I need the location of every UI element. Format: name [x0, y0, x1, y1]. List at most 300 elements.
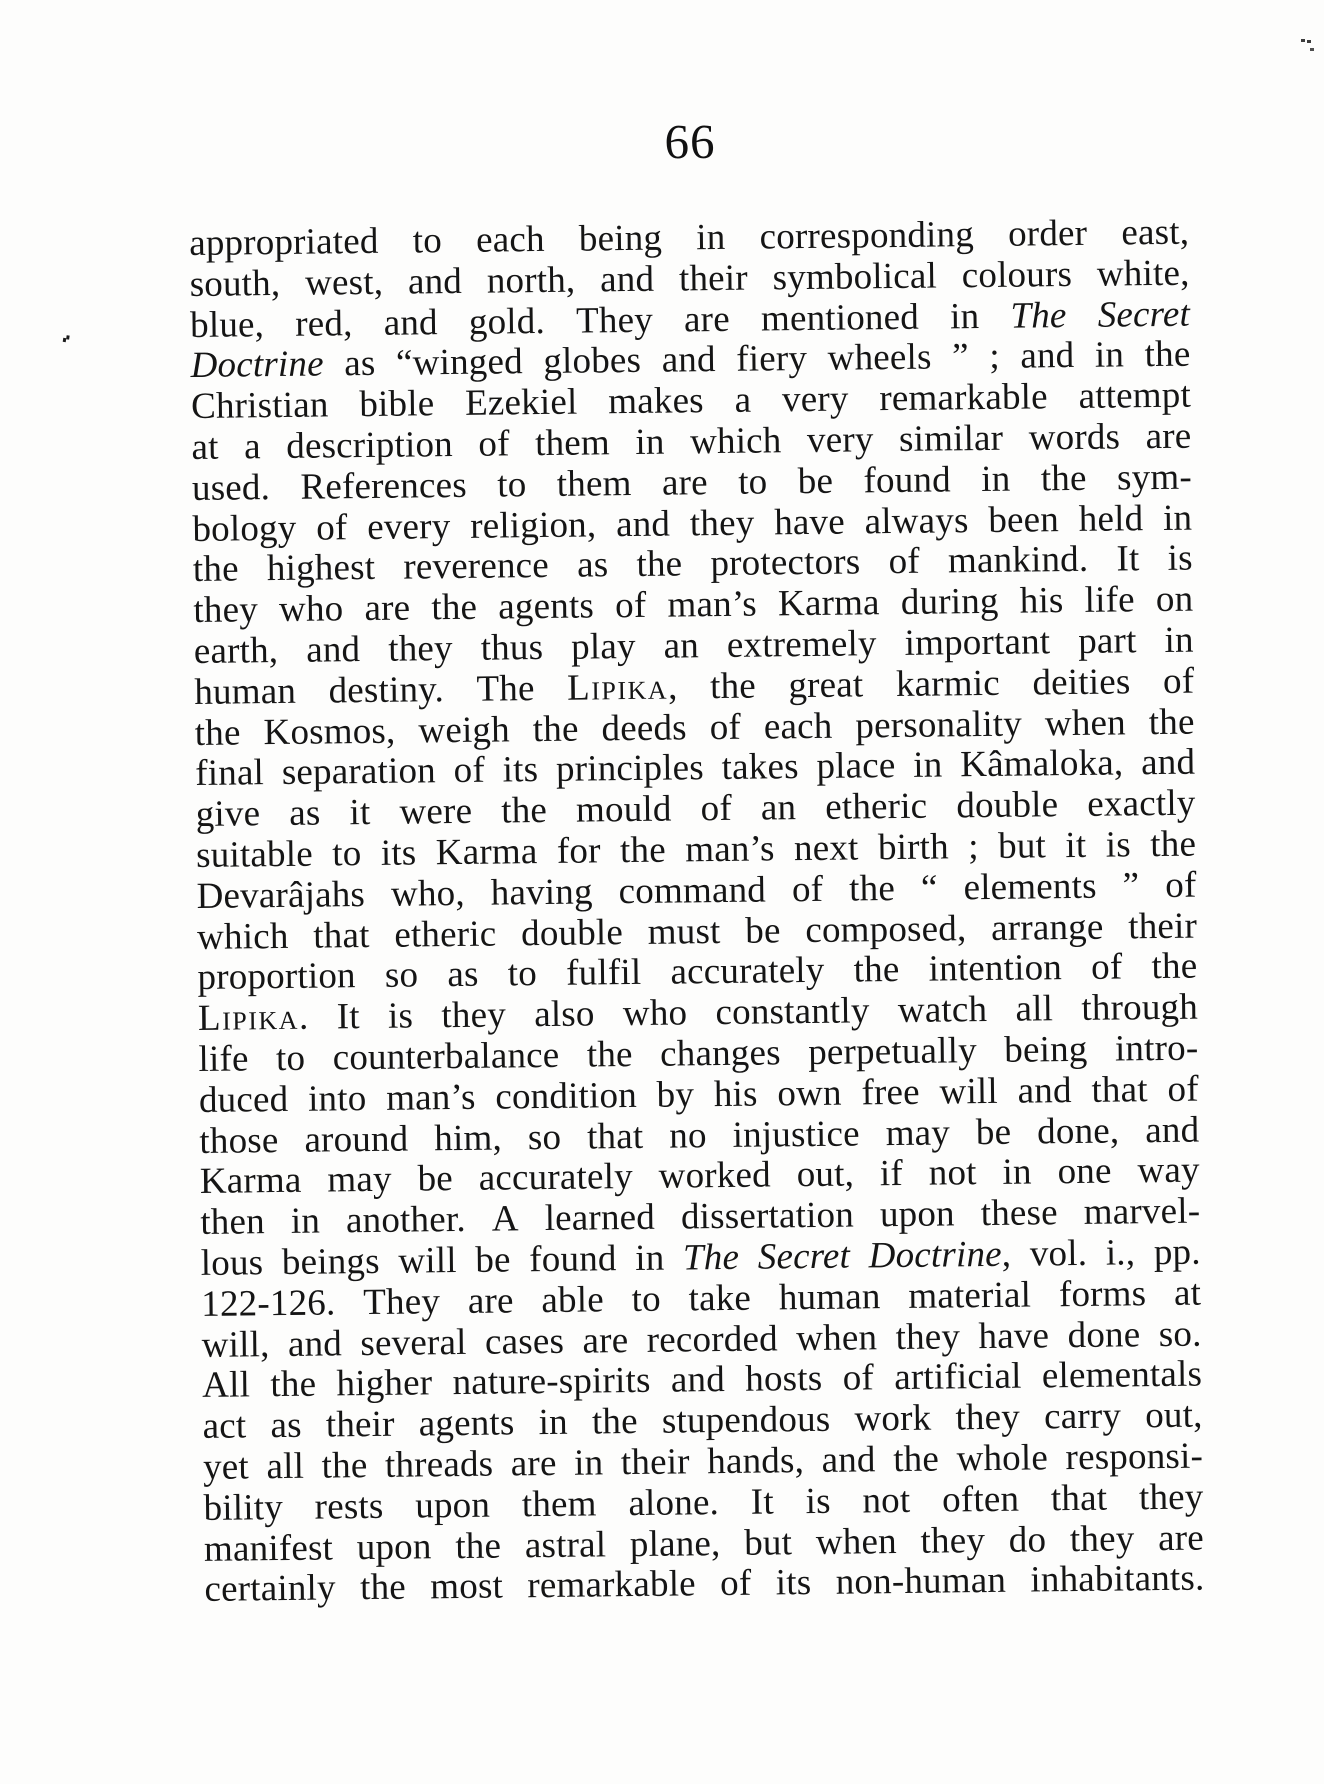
word: man’s — [385, 1076, 476, 1119]
word: yet — [202, 1446, 250, 1488]
word: and — [615, 503, 671, 545]
word: be — [797, 460, 834, 502]
word: out, — [1144, 1394, 1203, 1437]
word: of — [315, 506, 348, 549]
word: the — [500, 790, 548, 832]
word: its — [380, 832, 417, 874]
word: the — [636, 543, 683, 586]
page-number: 66 — [664, 113, 716, 170]
word: reverence — [403, 545, 550, 588]
word: karmic — [895, 662, 1001, 705]
word: not — [928, 1152, 977, 1194]
word: of — [791, 868, 824, 910]
word: alone. — [628, 1481, 720, 1524]
word: and — [1140, 741, 1196, 784]
word: “ — [920, 867, 938, 909]
word: They — [362, 1280, 441, 1323]
word: stupendous — [661, 1398, 831, 1442]
word: upon — [356, 1525, 432, 1568]
word: are — [1145, 415, 1192, 458]
word: nature-spirits — [452, 1360, 651, 1404]
word: his — [713, 1073, 758, 1115]
word: A — [491, 1198, 519, 1240]
word: the — [270, 1363, 317, 1406]
word: not — [862, 1479, 911, 1522]
word: deities — [1032, 661, 1131, 704]
word: of — [1090, 946, 1123, 989]
word: be — [975, 1111, 1012, 1153]
word: final — [195, 752, 265, 795]
word: marvel- — [1083, 1190, 1201, 1234]
word: a — [243, 426, 261, 468]
word: when — [815, 1520, 898, 1563]
word: play — [570, 625, 636, 668]
word: around — [304, 1118, 409, 1161]
word: all — [1015, 988, 1054, 1030]
word: the — [1148, 701, 1195, 743]
word: changes — [659, 1032, 781, 1075]
word: agents — [418, 1402, 515, 1445]
word: upon — [879, 1193, 955, 1236]
word: of — [453, 750, 486, 792]
word: important — [904, 621, 1051, 664]
word: perpetually — [807, 1030, 978, 1073]
word: be — [417, 1158, 454, 1200]
word: in — [290, 1200, 321, 1243]
word: attempt — [1078, 374, 1192, 418]
word: may — [327, 1159, 392, 1201]
word: those — [199, 1119, 279, 1162]
word: Lipika, — [566, 666, 678, 709]
word: upon — [415, 1484, 491, 1527]
word: are — [683, 298, 731, 340]
word: which — [196, 915, 289, 958]
word: “winged — [395, 341, 524, 385]
word: is — [1105, 824, 1132, 866]
word: man’s — [667, 583, 758, 626]
word: an — [760, 787, 797, 829]
word: each — [763, 705, 833, 748]
word: to — [496, 463, 527, 506]
word: own — [777, 1072, 842, 1115]
word: highest — [266, 547, 376, 590]
word: human — [778, 1275, 881, 1319]
word: of — [719, 1563, 752, 1605]
word: destiny. — [328, 668, 445, 712]
word: they — [1069, 1517, 1135, 1560]
word: on — [1155, 578, 1194, 621]
word: the — [194, 712, 241, 754]
word: they — [1138, 1476, 1204, 1519]
word: and — [1017, 1069, 1072, 1112]
word: be — [745, 909, 781, 952]
word: act — [202, 1405, 247, 1448]
word: of — [709, 706, 742, 748]
word: Karma — [777, 582, 880, 625]
word: done, — [1036, 1110, 1120, 1152]
word: being — [1004, 1028, 1088, 1071]
word: order — [1007, 212, 1088, 255]
word: in — [949, 295, 980, 337]
word: next — [793, 827, 859, 870]
word: the — [853, 949, 900, 991]
word: the — [848, 867, 896, 910]
word: Devarâjahs — [196, 873, 366, 917]
word: it — [349, 792, 371, 834]
word: of — [614, 585, 647, 627]
word: dissertation — [680, 1194, 855, 1238]
word: work — [854, 1397, 932, 1440]
word: elements — [963, 865, 1097, 909]
word: symbolical — [772, 255, 938, 299]
word: hands, — [707, 1440, 805, 1483]
word: The — [682, 1236, 740, 1279]
word: pp. — [1153, 1231, 1201, 1274]
word: the — [1151, 945, 1198, 988]
word: to — [507, 953, 538, 995]
word: in — [573, 1442, 604, 1484]
word: mentioned — [760, 296, 920, 340]
word: similar — [898, 417, 1004, 460]
word: appropriated — [188, 220, 379, 264]
word: and — [599, 258, 655, 301]
word: intro- — [1114, 1027, 1199, 1070]
word: it — [1065, 824, 1087, 867]
word: They — [575, 299, 654, 342]
word: in — [1094, 334, 1125, 377]
word: they — [441, 994, 507, 1037]
word: of — [888, 541, 921, 583]
word: duced — [198, 1078, 289, 1121]
word: hosts — [745, 1358, 823, 1401]
word: so. — [1158, 1313, 1202, 1355]
word: every — [366, 505, 451, 548]
word: will — [939, 1070, 999, 1113]
word: having — [490, 871, 593, 914]
word: lous — [200, 1242, 264, 1284]
word: command — [618, 869, 767, 912]
word: at — [191, 426, 219, 468]
word: References — [300, 464, 468, 508]
word: It — [750, 1481, 775, 1523]
word: and — [1020, 335, 1075, 377]
word: able — [541, 1279, 605, 1321]
word: for — [556, 830, 601, 872]
word: the — [892, 1438, 940, 1480]
word: etheric — [394, 913, 497, 956]
word: and — [407, 260, 463, 303]
word: astral — [524, 1523, 607, 1566]
word: Doctrine, — [868, 1233, 1012, 1277]
word: if — [879, 1153, 904, 1195]
word: Kâmaloka, — [960, 742, 1124, 786]
word: ” — [951, 336, 970, 378]
word: another. — [345, 1199, 467, 1242]
word: sym- — [1116, 456, 1193, 499]
word: bible — [359, 383, 435, 426]
word: of — [1162, 660, 1195, 702]
word: great — [788, 664, 864, 706]
word: watch — [897, 989, 988, 1032]
word: The — [1010, 294, 1067, 337]
word: Karma — [435, 831, 538, 874]
word: responsi- — [1065, 1435, 1204, 1479]
word: the — [586, 1033, 633, 1076]
word: Ezekiel — [464, 381, 578, 425]
word: man’s — [685, 828, 775, 871]
word: i., — [1105, 1232, 1136, 1274]
word: an — [663, 625, 700, 667]
word: when — [795, 1316, 878, 1359]
word: very — [806, 419, 874, 461]
word: are — [1157, 1517, 1205, 1559]
word: their — [620, 1441, 690, 1484]
word: very — [781, 378, 849, 421]
word: that — [586, 1115, 644, 1158]
word: principles — [555, 747, 705, 791]
word: Kosmos, — [263, 710, 396, 753]
word: will — [398, 1239, 457, 1282]
word: have — [773, 501, 846, 543]
word: in — [634, 1237, 665, 1279]
word: but — [997, 825, 1047, 867]
word: description — [286, 424, 454, 467]
word: north, — [486, 259, 576, 302]
word: to — [631, 1278, 662, 1320]
word: that — [1050, 1477, 1108, 1520]
word: bology — [192, 507, 297, 550]
word: held — [1078, 497, 1144, 540]
word: as — [576, 544, 609, 586]
word: worked — [658, 1154, 772, 1198]
word: they — [193, 589, 259, 632]
word: rests — [314, 1485, 384, 1528]
word: who — [622, 992, 688, 1035]
word: its — [775, 1562, 812, 1604]
word: in — [980, 458, 1011, 500]
word: will, — [201, 1323, 270, 1366]
word: but — [743, 1521, 793, 1564]
word: have — [978, 1314, 1050, 1357]
word: intention — [928, 947, 1063, 990]
word: are — [582, 1319, 629, 1362]
word: used. — [191, 466, 271, 509]
word: into — [307, 1077, 367, 1120]
word: accurately — [478, 1156, 634, 1200]
word: place — [816, 745, 896, 788]
word: and — [1145, 1109, 1200, 1151]
word: were — [399, 790, 473, 833]
word: when — [1044, 701, 1127, 744]
word: makes — [608, 380, 705, 423]
word: certainly — [204, 1567, 336, 1611]
word: of — [700, 788, 733, 830]
word: all — [266, 1445, 305, 1488]
word: bility — [203, 1486, 284, 1529]
word: Doctrine — [190, 343, 324, 387]
word: to — [275, 1037, 306, 1080]
word: white, — [1096, 252, 1190, 295]
word: It — [1116, 538, 1140, 580]
word: etheric — [825, 785, 928, 828]
word: always — [864, 499, 969, 542]
word: they — [955, 1396, 1021, 1439]
word: out, — [796, 1153, 855, 1196]
word: life — [198, 1038, 249, 1080]
word: earth, — [193, 629, 279, 672]
word: double — [956, 784, 1059, 827]
word: condition — [495, 1074, 638, 1118]
word: and — [661, 339, 716, 382]
word: of — [1165, 864, 1197, 906]
word: remarkable — [527, 1563, 697, 1607]
word: manifest — [203, 1526, 334, 1570]
word: takes — [721, 746, 799, 789]
word: fiery — [736, 338, 808, 381]
word: the — [321, 1444, 368, 1487]
word: proportion — [197, 955, 356, 999]
word: also — [533, 993, 595, 1036]
word: agents — [498, 585, 595, 628]
word: its — [502, 749, 539, 791]
word: these — [980, 1192, 1059, 1235]
word: 122-126. — [201, 1282, 336, 1325]
word: who — [278, 588, 344, 631]
word: artificial — [894, 1355, 1022, 1399]
word: All — [201, 1364, 251, 1407]
word: whole — [956, 1437, 1049, 1480]
word: to — [332, 833, 362, 875]
word: human — [194, 670, 297, 713]
word: beings — [281, 1240, 380, 1283]
word: vol. — [1029, 1232, 1088, 1275]
word: been — [988, 498, 1060, 541]
word: and — [383, 301, 438, 344]
word: extremely — [726, 623, 877, 666]
word: as — [344, 343, 376, 385]
word: red, — [295, 302, 353, 345]
word: take — [688, 1277, 752, 1320]
word: weigh — [418, 708, 511, 751]
word: they — [387, 628, 453, 670]
word: of — [842, 1357, 875, 1399]
word: be — [475, 1239, 511, 1281]
scan-speck-comma-icon — [63, 338, 67, 342]
word: the — [359, 1566, 407, 1609]
word: of — [478, 423, 510, 465]
word: carry — [1043, 1395, 1122, 1438]
word: their — [1127, 905, 1198, 947]
word: non-human — [835, 1560, 1007, 1604]
word: must — [647, 910, 721, 953]
word: and — [821, 1439, 876, 1481]
word: are — [661, 461, 709, 504]
word: to — [412, 220, 443, 262]
word: done — [1067, 1313, 1141, 1356]
word: the — [591, 1401, 638, 1443]
word: as — [447, 954, 479, 996]
word: Christian — [190, 384, 329, 428]
word: so — [527, 1116, 562, 1158]
word: in — [1164, 619, 1194, 661]
word: them — [534, 422, 611, 465]
word: east, — [1121, 211, 1190, 254]
word: being — [578, 217, 663, 260]
word: The — [476, 667, 535, 710]
word: ” — [1122, 865, 1140, 907]
word: personality — [855, 703, 1023, 747]
word: then — [200, 1201, 266, 1244]
word: as — [289, 792, 321, 835]
word: inhabitants. — [1030, 1557, 1205, 1601]
word: gold. — [468, 300, 546, 343]
word: cases — [484, 1320, 565, 1363]
word: religion, — [469, 503, 597, 547]
word: learned — [544, 1196, 656, 1240]
word: as — [270, 1404, 302, 1447]
word: mould — [575, 788, 672, 831]
word: are — [510, 1442, 557, 1485]
word: that — [1091, 1068, 1148, 1111]
word: the — [619, 829, 667, 872]
word: most — [430, 1565, 504, 1608]
word: often — [941, 1478, 1020, 1521]
word: and — [287, 1322, 343, 1365]
word: is — [1167, 538, 1193, 580]
word: It — [336, 996, 360, 1038]
word: Karma — [199, 1160, 302, 1203]
word: they — [920, 1519, 986, 1562]
word: way — [1137, 1149, 1200, 1192]
word: threads — [384, 1443, 494, 1486]
word: they — [689, 502, 755, 544]
word: south, — [189, 262, 281, 305]
word: at — [1173, 1272, 1202, 1314]
word: in — [635, 421, 665, 463]
word: give — [195, 793, 261, 836]
word: protectors — [710, 541, 861, 585]
word: elementals — [1041, 1353, 1203, 1397]
word: their — [678, 257, 749, 300]
word: in — [538, 1401, 569, 1444]
word: Lipika. — [197, 996, 309, 1040]
word: in — [696, 216, 726, 259]
word: free — [861, 1071, 920, 1114]
word: the — [532, 708, 579, 750]
word: the — [1144, 334, 1191, 376]
word: part — [1077, 620, 1137, 662]
word: the — [192, 548, 239, 591]
word: in — [1162, 497, 1193, 539]
word: that — [313, 914, 370, 957]
word: recorded — [646, 1317, 778, 1361]
word: a — [734, 379, 752, 422]
word: so — [384, 954, 419, 997]
word: to — [737, 461, 768, 503]
word: them — [521, 1483, 597, 1526]
word: found — [863, 459, 952, 502]
word: are — [467, 1280, 514, 1322]
word: wheels — [827, 336, 932, 380]
word: globes — [543, 340, 642, 383]
word: by — [656, 1074, 695, 1116]
word: higher — [336, 1362, 433, 1405]
word: which — [689, 420, 782, 463]
word: Secret — [1097, 293, 1191, 336]
word: plane, — [629, 1522, 721, 1565]
word: constantly — [715, 990, 870, 1034]
word: in — [1002, 1151, 1032, 1194]
